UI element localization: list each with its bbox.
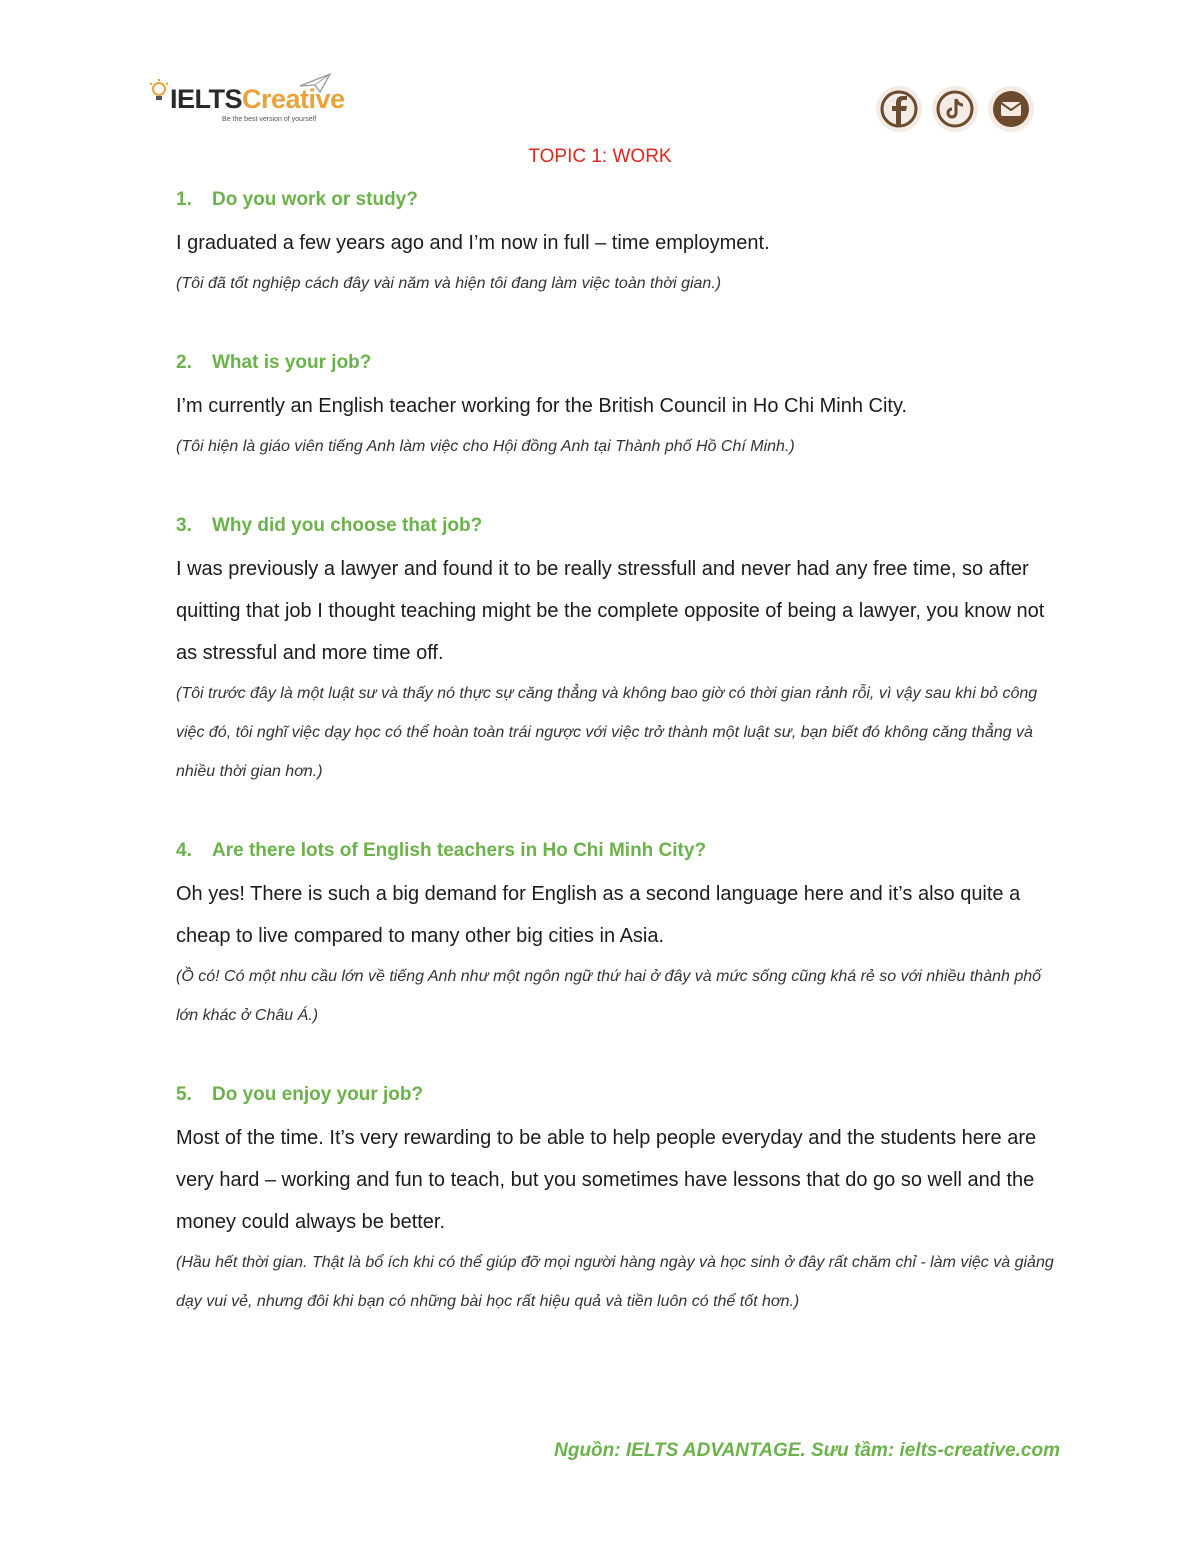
- answer-text: Most of the time. It’s very rewarding to be able to help people everyday and the students here are very hard – working and fun to teach, but you sometimes have lessons that do go so well and the money could always be better.: [176, 1127, 1037, 1233]
- translation-text: (Hầu hết thời gian. Thật là bổ ích khi có thể giúp đỡ mọi người hàng ngày và học sinh ở đây rất chăm chỉ - làm việc và giảng dạy vui vẻ, nhưng đôi khi bạn có những bài học rất hiệu quả và tiền luôn có thể tốt hơn.): [176, 1254, 1054, 1310]
- question-heading: [176, 347, 1066, 379]
- question-text: Do you work or study?: [212, 189, 418, 210]
- tiktok-link[interactable]: [932, 86, 978, 132]
- answer-text: Oh yes! There is such a big demand for English as a second language here and it’s also quite a cheap to live compared to many other big cities in Asia.: [176, 883, 1021, 947]
- question-heading: [176, 510, 1066, 542]
- translation-text: (Tôi hiện là giáo viên tiếng Anh làm việc cho Hội đồng Anh tại Thành phố Hồ Chí Minh.): [176, 438, 795, 455]
- answer-text: I was previously a lawyer and found it to be really stressfull and never had any free time, so after quitting that job I thought teaching might be the complete opposite of being a lawyer, you know not as stressful and more time off.: [176, 558, 1045, 664]
- qa-list: [176, 184, 1066, 1365]
- translation-text: (Tôi trước đây là một luật sư và thấy nó thực sự căng thẳng và không bao giờ có thời gian rảnh rỗi, vì vậy sau khi bỏ công việc đó, tôi nghĩ việc dạy học có thể hoàn toàn trái ngược với việc trở thành một luật sư, bạn biết đó không căng thẳng và nhiều thời gian hơn.): [176, 685, 1038, 780]
- qa-item: [176, 835, 1066, 1035]
- question-number: 3.: [176, 515, 192, 536]
- ielts-creative-logo: [148, 70, 345, 126]
- question-number: 4.: [176, 840, 192, 861]
- question-text: Do you enjoy your job?: [212, 1084, 424, 1105]
- tiktok-icon: [935, 89, 975, 129]
- facebook-icon: [879, 89, 919, 129]
- email-link[interactable]: [988, 86, 1034, 132]
- question-number: 1.: [176, 189, 192, 210]
- question-heading: [176, 835, 1066, 867]
- answer-text: I’m currently an English teacher working for the British Council in Ho Chi Minh City.: [176, 395, 908, 417]
- logo-wordmark-b: Creative: [242, 84, 345, 114]
- answer-text: I graduated a few years ago and I’m now in full – time employment.: [176, 232, 770, 254]
- question-number: 2.: [176, 352, 192, 373]
- qa-item: [176, 1079, 1066, 1321]
- lightbulb-icon: [148, 78, 170, 108]
- qa-item: [176, 510, 1066, 791]
- translation-text: (Tôi đã tốt nghiệp cách đây vài năm và hiện tôi đang làm việc toàn thời gian.): [176, 275, 722, 292]
- page-title: TOPIC 1: WORK: [528, 146, 672, 167]
- facebook-link[interactable]: [876, 86, 922, 132]
- paper-plane-icon: [298, 72, 332, 94]
- question-heading: [176, 184, 1066, 216]
- logo-tagline: Be the best version of yourself: [222, 116, 317, 123]
- question-number: 5.: [176, 1084, 192, 1105]
- logo-wordmark-a: IELTS: [170, 84, 243, 114]
- question-text: What is your job?: [212, 352, 372, 373]
- question-text: Are there lots of English teachers in Ho Chi Minh City?: [212, 840, 707, 861]
- question-heading: [176, 1079, 1066, 1111]
- translation-text: (Ồ có! Có một nhu cầu lớn về tiếng Anh như một ngôn ngữ thứ hai ở đây và mức sống cũng khá rẻ so với nhiều thành phố lớn khác ở Châu Á.): [176, 968, 1042, 1024]
- qa-item: [176, 347, 1066, 466]
- mail-icon: [991, 89, 1031, 129]
- source-footer: Nguồn: IELTS ADVANTAGE. Sưu tầm: ielts-creative.com: [554, 1440, 1060, 1461]
- question-text: Why did you choose that job?: [212, 515, 483, 536]
- qa-item: [176, 184, 1066, 303]
